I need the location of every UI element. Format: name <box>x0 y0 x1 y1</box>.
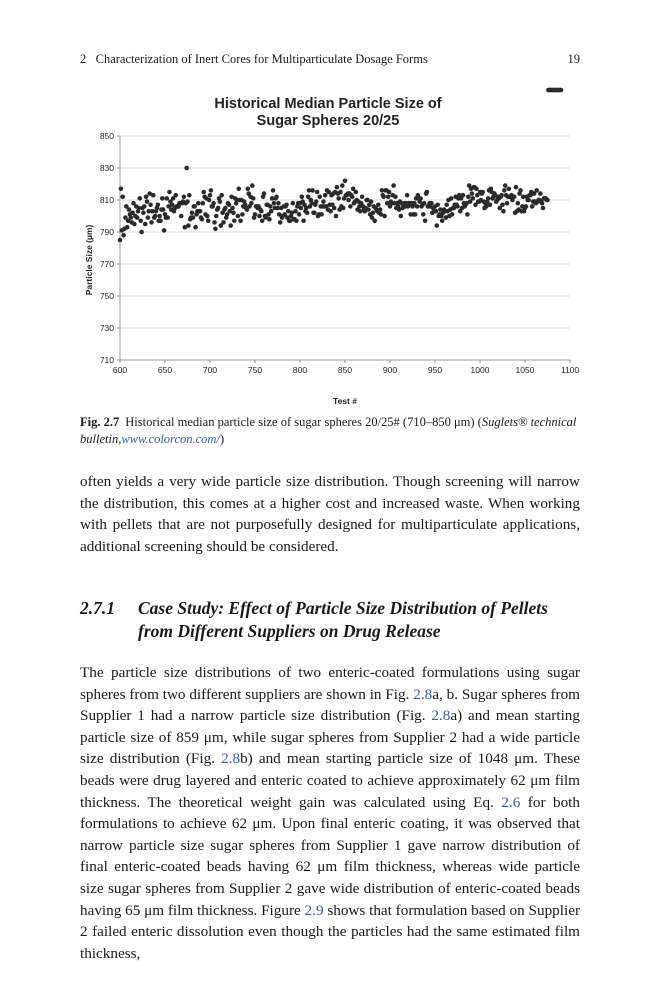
x-tick-label: 800 <box>292 365 308 375</box>
data-point <box>382 214 387 219</box>
x-tick-label: 1100 <box>560 365 580 375</box>
data-point <box>278 220 283 225</box>
data-point <box>559 88 564 93</box>
data-point <box>161 207 166 212</box>
x-tick-label: 850 <box>337 365 353 375</box>
data-point <box>391 183 396 188</box>
data-point <box>376 203 381 208</box>
data-point <box>301 219 306 224</box>
data-point <box>144 195 149 200</box>
data-point <box>514 185 519 190</box>
data-point <box>198 209 203 214</box>
data-point <box>434 209 439 214</box>
body-paragraph-2 <box>80 662 580 964</box>
y-tick-label: 710 <box>99 355 114 365</box>
data-point <box>321 199 326 204</box>
data-point <box>209 188 214 193</box>
data-point <box>145 199 150 204</box>
data-point <box>250 183 255 188</box>
data-point <box>167 190 172 195</box>
x-tick-label: 900 <box>382 365 398 375</box>
running-title: 2 Characterization of Inert Cores for Multiparticulate Dosage Forms <box>80 52 428 66</box>
data-point <box>121 233 126 238</box>
data-point <box>334 214 339 219</box>
eq-ref-2-6[interactable]: 2.6 <box>501 793 521 811</box>
data-point <box>413 212 418 217</box>
y-axis-label: Particle Size (µm) <box>84 224 94 296</box>
x-tick-label: 600 <box>112 365 128 375</box>
data-point <box>260 219 265 224</box>
data-point <box>271 188 276 193</box>
data-point <box>132 222 137 227</box>
x-axis-label: Test # <box>333 396 357 406</box>
data-point <box>201 190 206 195</box>
data-point <box>190 211 195 216</box>
data-point <box>259 209 264 214</box>
data-point <box>196 201 201 206</box>
data-point <box>499 193 504 198</box>
section-number: 2.7.1 <box>80 598 115 618</box>
y-tick-label: 750 <box>99 291 114 301</box>
data-point <box>366 207 371 212</box>
y-tick-label: 770 <box>99 259 114 269</box>
data-point <box>187 193 192 198</box>
para-text: shows that formulation based on Supplier 2 failed enteric dissolution even though the particles had the same estimated film thickness, <box>80 901 580 962</box>
fig-ref-2-9[interactable]: 2.9 <box>304 901 324 919</box>
data-point <box>372 219 377 224</box>
data-point <box>165 196 170 201</box>
data-point <box>336 196 341 201</box>
data-point <box>421 212 426 217</box>
data-point <box>300 195 305 200</box>
data-point <box>319 212 324 217</box>
data-point <box>378 207 383 212</box>
data-point <box>450 212 455 217</box>
fig-ref-2-8a[interactable]: 2.8 <box>413 685 433 703</box>
data-point <box>192 204 197 209</box>
data-point <box>253 212 258 217</box>
data-point <box>293 209 298 214</box>
data-point <box>312 211 317 216</box>
data-point <box>118 238 123 243</box>
data-point <box>516 201 521 206</box>
data-point <box>201 201 206 206</box>
data-point <box>305 211 310 216</box>
caption-text: Historical median particle size of sugar spheres 20/25# (710–850 μm) ( <box>125 415 482 429</box>
data-point <box>328 209 333 214</box>
body-paragraph-1: often yields a very wide particle size distribution. Though screening will narrow the distribution, this comes at a higher cost and increased waste. When working with pellets that are not purposefully designed for multiparticulate applications, additional screening should be considered. <box>80 473 580 555</box>
y-tick-label: 790 <box>99 227 114 237</box>
caption-close: ) <box>219 432 225 446</box>
data-point <box>157 214 162 219</box>
section-title: Case Study: Effect of Particle Size Distribution of Pellets from Different Suppliers on Drug Release <box>138 598 548 641</box>
data-point <box>526 198 531 203</box>
data-point <box>213 227 218 232</box>
data-point <box>314 199 319 204</box>
data-point <box>530 204 535 209</box>
data-point <box>341 206 346 211</box>
data-point <box>119 187 124 192</box>
data-point <box>534 188 539 193</box>
data-point <box>505 201 510 206</box>
data-point <box>429 201 434 206</box>
data-point <box>231 211 236 216</box>
data-point <box>141 211 146 216</box>
data-point <box>142 204 147 209</box>
data-point <box>135 215 140 220</box>
data-point <box>227 203 232 208</box>
data-point <box>381 195 386 200</box>
data-point <box>246 187 251 192</box>
data-point <box>501 209 506 214</box>
data-point <box>474 187 479 192</box>
data-point <box>502 188 507 193</box>
caption-link[interactable]: www.colorcon.com/ <box>121 432 220 446</box>
data-point <box>230 206 235 211</box>
data-point <box>174 193 179 198</box>
chart-title-line-2: Sugar Spheres 20/25 <box>256 113 400 129</box>
data-point <box>545 198 550 203</box>
data-point <box>340 183 345 188</box>
data-point <box>207 198 212 203</box>
data-point <box>486 196 491 201</box>
running-head <box>80 52 580 67</box>
data-point <box>238 219 243 224</box>
data-point <box>455 204 460 209</box>
data-point <box>440 219 445 224</box>
data-point <box>208 193 213 198</box>
data-point <box>444 203 449 208</box>
data-point <box>371 211 376 216</box>
data-point <box>160 196 165 201</box>
data-point <box>422 201 427 206</box>
data-point <box>387 190 392 195</box>
data-point <box>185 199 190 204</box>
data-point <box>399 214 404 219</box>
para-text: for both formulations to achieve 62 μm. Upon final enteric coating, it was observed that narrow particle size sugar spheres from Supplier 1 gave narrow distribution of final enteric-coated beads having 62 μm film thickness, whereas wide particle size sugar spheres from Supplier 2 gave wide distribution of enteric-coated beads having 65 μm film thickness. Figure <box>80 793 580 919</box>
data-point <box>315 190 320 195</box>
data-point <box>120 195 125 200</box>
data-point <box>153 214 158 219</box>
data-point <box>503 183 508 188</box>
data-point <box>488 203 493 208</box>
data-point <box>274 195 279 200</box>
chart-title-line-1: Historical Median Particle Size of <box>214 96 442 112</box>
x-tick-label: 750 <box>247 365 263 375</box>
data-point <box>538 191 543 196</box>
data-point <box>299 206 304 211</box>
fig-ref-2-8b[interactable]: 2.8 <box>221 750 241 768</box>
data-point <box>138 219 143 224</box>
data-point <box>269 209 274 214</box>
data-point <box>219 193 224 198</box>
data-point <box>425 190 430 195</box>
data-point <box>272 201 277 206</box>
data-point <box>449 196 454 201</box>
data-point <box>151 193 156 198</box>
data-point <box>323 193 328 198</box>
data-point <box>236 214 241 219</box>
data-point <box>200 217 205 222</box>
caption-source: Suglets® technical bulletin, <box>80 415 577 446</box>
para-text: a) and mean starting particle size of 859 μm, while sugar spheres from Supplier 2 had a wide particle size distribution (Fig. <box>80 707 580 768</box>
data-point <box>148 203 153 208</box>
y-tick-label: 850 <box>99 131 114 141</box>
data-point <box>465 212 470 217</box>
data-point <box>343 179 348 184</box>
data-point <box>221 220 226 225</box>
data-point <box>310 188 315 193</box>
data-point <box>405 193 410 198</box>
data-point <box>541 206 546 211</box>
data-point <box>294 219 299 224</box>
data-point <box>240 212 245 217</box>
data-point <box>191 215 196 220</box>
data-point <box>423 219 428 224</box>
scatter-chart <box>80 90 580 406</box>
data-point <box>257 214 262 219</box>
data-point <box>212 220 217 225</box>
data-point <box>435 223 440 228</box>
data-point <box>162 228 167 233</box>
y-tick-label: 730 <box>99 323 114 333</box>
data-point <box>127 207 132 212</box>
data-point <box>143 222 148 227</box>
page-number: 19 <box>567 52 580 66</box>
data-point <box>211 201 216 206</box>
y-tick-label: 830 <box>99 163 114 173</box>
data-point <box>350 195 355 200</box>
data-point <box>138 196 143 201</box>
data-point <box>267 217 272 222</box>
data-point <box>461 193 466 198</box>
data-point <box>223 206 228 211</box>
data-point <box>139 230 144 235</box>
data-point <box>228 223 233 228</box>
data-point <box>232 219 237 224</box>
data-point <box>262 191 267 196</box>
data-point <box>205 214 210 219</box>
caption-label: Fig. 2.7 <box>80 415 120 429</box>
fig-ref-2-8a[interactable]: 2.8 <box>431 707 451 725</box>
para-text: The particle size distributions of two enteric-coated formulations using sugar spheres from two different suppliers are shown in Fig. <box>80 664 580 703</box>
data-point <box>346 198 351 203</box>
data-point <box>268 204 273 209</box>
para-text: a, b. Sugar spheres from Supplier 1 had a narrow particle size distribution (Fig. <box>80 685 580 725</box>
y-tick-label: 810 <box>99 195 114 205</box>
data-point <box>507 187 512 192</box>
data-point <box>184 166 189 171</box>
data-point <box>125 225 130 230</box>
data-point <box>393 195 398 200</box>
data-point <box>214 214 219 219</box>
data-point <box>335 185 340 190</box>
data-point <box>360 195 365 200</box>
data-point <box>206 219 211 224</box>
data-point <box>149 220 154 225</box>
data-point <box>251 196 256 201</box>
data-point <box>369 199 374 204</box>
data-point <box>284 203 289 208</box>
x-tick-label: 700 <box>202 365 218 375</box>
data-point <box>193 225 198 230</box>
data-point <box>186 223 191 228</box>
x-tick-label: 1050 <box>515 365 535 375</box>
data-point <box>435 203 440 208</box>
figure-2-7 <box>80 90 580 406</box>
data-point <box>158 219 163 224</box>
data-point <box>318 195 323 200</box>
data-point <box>156 203 161 208</box>
data-point <box>354 190 359 195</box>
x-tick-label: 950 <box>427 365 443 375</box>
data-point <box>418 196 423 201</box>
data-point <box>512 195 517 200</box>
data-point <box>276 201 281 206</box>
para-text: b) and mean starting particle size of 1048 μm. These beads were drug layered and enteric coated to achieve approximately 62 μm film thickness. The theoretical weight gain was calculated using Eq. <box>80 750 580 811</box>
data-point <box>466 195 471 200</box>
data-point <box>470 191 475 196</box>
figure-caption <box>80 414 580 448</box>
data-point <box>471 196 476 201</box>
data-point <box>129 215 134 220</box>
data-point <box>216 206 221 211</box>
data-point <box>500 203 505 208</box>
data-point <box>179 214 184 219</box>
data-point <box>146 215 151 220</box>
data-point <box>348 204 353 209</box>
data-point <box>237 187 242 192</box>
x-tick-label: 1000 <box>470 365 490 375</box>
data-point <box>540 201 545 206</box>
data-point <box>338 190 343 195</box>
data-point <box>480 190 485 195</box>
data-point <box>297 212 302 217</box>
x-tick-label: 650 <box>157 365 173 375</box>
data-point <box>182 195 187 200</box>
data-point <box>332 206 337 211</box>
section-heading <box>80 597 580 643</box>
data-point <box>524 204 529 209</box>
data-point <box>165 215 170 220</box>
data-point <box>386 195 391 200</box>
data-point <box>291 201 296 206</box>
data-point <box>415 204 420 209</box>
data-point <box>218 199 223 204</box>
data-point <box>249 201 254 206</box>
data-point <box>518 188 523 193</box>
